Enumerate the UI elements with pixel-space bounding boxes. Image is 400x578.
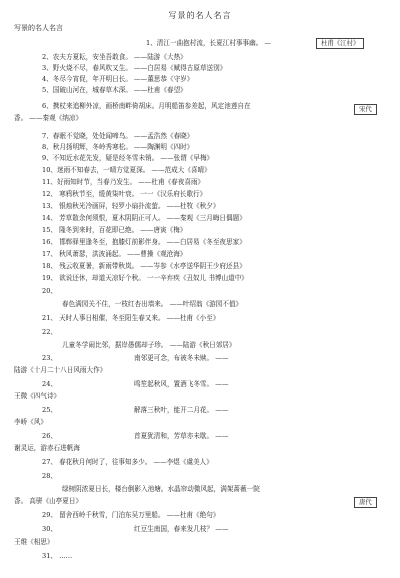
quote-line: 2、农夫方夏耘，安坐吾敢食。 ——陆游《大热》 [42, 53, 187, 61]
quote-line: 绿树阴浓夏日长，楼台倒影入池塘。水晶帘动微风起，满架蔷薇一院 [62, 485, 260, 493]
quote-line: 首夏犹清和，芳草亦未歇。 —— [134, 432, 229, 440]
quote-line: 13、 银烛秋光冷画屏，轻罗小扇扑流萤。 ——杜牧《秋夕》 [42, 202, 220, 210]
quote-line: 11、好雨知时节，当春乃发生。 ——杜甫《春夜喜雨》 [42, 178, 205, 186]
tag-dynasty: 唐代 [354, 497, 377, 508]
page-title: 写景的名人名言 [168, 11, 232, 20]
quote-number: 25、 [42, 406, 57, 414]
quote-line: 10、迷雨不知春去，一晴方觉夏深。 ——范成大《喜晴》 [42, 166, 211, 174]
quote-line: 31、 …… [42, 552, 73, 560]
quote-number: 20、 [42, 287, 57, 295]
quote-source: 王微《四气诗》 [14, 392, 61, 400]
quote-line: 8、秋月扬明辉，冬岭秀寒松。 ——陶渊明《四时》 [42, 143, 194, 151]
quote-source: 李峤《风》 [14, 418, 47, 426]
quote-source: 王维《相思》 [14, 538, 54, 546]
quote-line: 12、 寒鸦秋节至，缓黄柒叶衰。 一一《汉乐府长歌行》 [42, 190, 207, 198]
quote-line: 5、国破山河在，城春草木深。 ——杜甫《春望》 [42, 86, 187, 94]
quote-line: 21、 天时人事日相催，冬至阳生春又来。 ——杜甫《小至》 [42, 314, 220, 322]
quote-source: 谢灵运，游赤石进帆海 [14, 444, 80, 452]
quote-source: 陆游《十月二十八日风雨大作》 [14, 366, 107, 374]
quote-number: 28、 [42, 472, 57, 480]
quote-line: 29、 留舍西岭千秋雪，门泊东吴万里船。 ——杜甫《绝句》 [42, 511, 220, 519]
quote-line: 7、春眠不觉晓，处处闻啼鸟。 ——孟浩然《春晓》 [42, 132, 194, 140]
subtitle: 写景的名人名言 [14, 24, 63, 32]
quote-line: 解落三秋叶，能开二月花。 —— [134, 406, 229, 414]
quote-line: 16、 邯郸驿里逢冬至，抱膝灯前影伴身。 ——白居易《冬至夜思家》 [42, 238, 246, 246]
quote-number: 24、 [42, 380, 57, 388]
quote-line: 14、 芳草散余何须恨，夏木阴阴正可人。 ——秦观《三月晦日偶题》 [42, 214, 246, 222]
quote-line: 15、 隆冬到来时，百花即已绝。 ——唐寅《梅》 [42, 226, 187, 234]
quote-line: 红豆生南国，春来发几枝？ —— [134, 525, 229, 533]
quote-line: 6、携杖来追柳外凉，画桥南畔倚胡床。月明船笛参差起，风定池莲自在 [42, 102, 251, 110]
quote-line: 香。 高骈《山亭夏日》 [14, 497, 83, 505]
quote-line: 9、不知近水花先发，疑是经冬雪未销。 ——张谓《早梅》 [42, 154, 214, 162]
quote-line: 南邻更可念，布被冬未赎。 —— [134, 354, 229, 362]
tag-source: 杜甫《江村》 [316, 38, 364, 49]
quote-line: 18、 残云收夏暑，新雨带秋岚。 ——岑参《水亭送华阴王少府还县》 [42, 262, 246, 270]
quote-number: 22、 [42, 328, 57, 336]
quote-number: 30、 [42, 525, 57, 533]
tag-dynasty: 宋代 [354, 104, 377, 115]
quote-line: 儿童冬学闹比邻，据岸愚儒却子珍。 ——陆游《秋日郊居》 [62, 341, 236, 349]
quote-line: 1、清江一曲抱村流，长夏江村事事幽。 — [146, 39, 271, 47]
quote-line: 香。 ——秦观《纳凉》 [14, 114, 83, 122]
quote-line: 3、野火烧不尽，春风吹又生。 ——白居易《赋得古原草送别》 [42, 64, 227, 72]
quote-number: 23、 [42, 354, 57, 362]
quote-number: 26、 [42, 432, 57, 440]
quote-line: 27、 春花秋月何时了，往事知多少。 ——李煜《虞美人》 [42, 458, 213, 466]
quote-line: 鸣笙起秋风，置酒飞冬雪。 —— [134, 380, 229, 388]
quote-line: 19、 欲说还休，却道天凉好个秋。 一一辛弃疾《丑奴儿 书博山道中》 [42, 274, 248, 282]
quote-line: 17、 秋风萧瑟，洪波涌起。 ——曹操《观沧海》 [42, 250, 187, 258]
quote-line: 春色满园关不住，一枝红杏出墙来。 ——叶绍翁《游园不值》 [62, 300, 243, 308]
quote-line: 4、冬尽今宵促，年开明日长。 ——董思恭《守岁》 [42, 75, 194, 83]
